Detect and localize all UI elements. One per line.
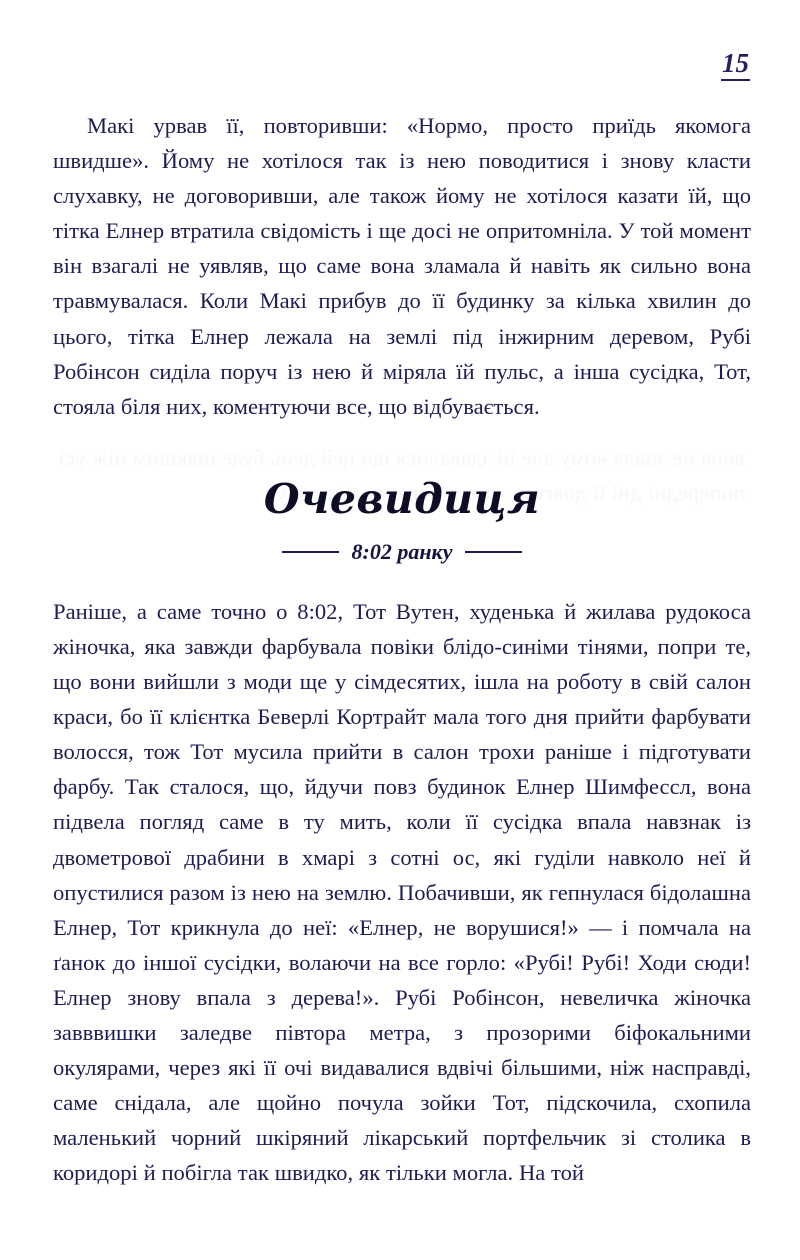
chapter-heading-block [53,424,751,594]
chapter-time: 8:02 ранку [351,538,453,564]
chapter-title: Очевидиця [263,474,541,523]
chapter-subtitle [53,540,751,564]
folio-row [0,48,750,88]
paragraph: Раніше, а саме точно о 8:02, Тот Вутен, худенька й жилава рудокоса жіночка, яка завжди фарбувала повіки блідо-синіми тінями, попри те, що вони вийшли з моди ще у сімдесятих, ішла на роботу в свій салон краси, бо її клієнтка Беверлі Кортрайт мала того дня прийти фарбувати волосся, тож Тот мусила прийти в салон трохи раніше і підготувати фарбу. Так сталося, що, йдучи повз будинок Елнер Шимфессл, вона підвела погляд саме в ту мить, коли її сусідка впала навзнак із двометрової драбини в хмарі з сотні ос, які гуділи навколо неї й опустилися разом із нею на землю. Побачивши, як гепнулася бідолашна Елнер, Тот крикнула до неї: «Елнер, не ворушися!» — і помчала на ґанок до іншої сусідки, волаючи на все горло: «Рубі! Рубі! Ходи сюди! Елнер знову впала з дерева!». Рубі Робінсон, невеличка жіночка завввишки заледве півтора метра, з прозорими біфокальними окулярами, через які її очі видавалися вдвічі більшими, ніж насправді, саме снідала, але щойно почула зойки Тот, підскочила, схопила маленький чорний шкіряний лікарський портфельчик зі столика в коридорі й побігла так швидко, як тільки могла. На той [53,598,751,1186]
paragraph: Макі урвав її, повторивши: «Нормо, просто приїдь якомога швидше». Йому не хотілося так із нею поводитися і знову класти слухавку, не договоривши, але також йому не хотілося казати їй, що тітка Елнер втратила свідомість і ще досі не опритомніла. У той момент він взагалі не уявляв, що саме вона зламала й навіть як сильно вона травмувалася. Коли Макі прибув до її будинку за кілька хвилин до цього, тітка Елнер лежала на землі під інжирним деревом, Рубі Робінсон сиділа поруч із нею й міряла їй пульс, а інша сусідка, Тот, стояла біля них, коментуючи все, що відбувається. [53,113,751,419]
rule-right-icon [465,551,522,553]
text-column [53,108,751,1190]
page-number: 15 [721,48,750,81]
rule-left-icon [282,551,339,553]
